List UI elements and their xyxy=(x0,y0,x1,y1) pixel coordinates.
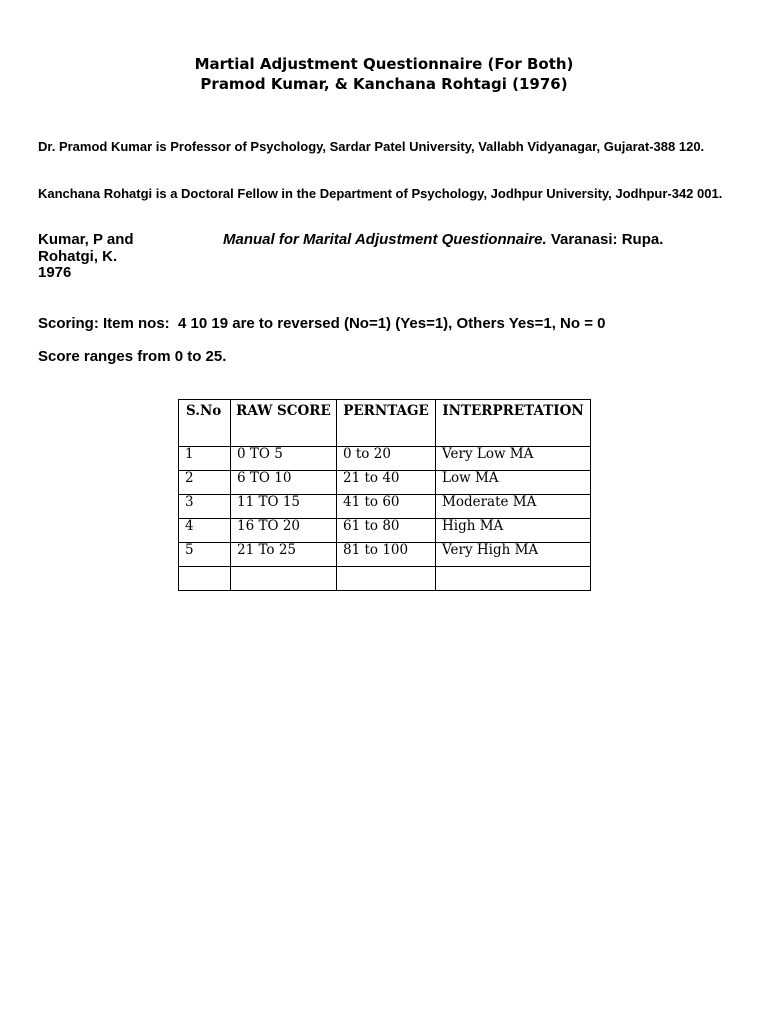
reference-publisher: Varanasi: Rupa. xyxy=(546,231,664,248)
score-range: Score ranges from 0 to 25. xyxy=(38,348,227,365)
cell-percentage: 61 to 80 xyxy=(337,519,436,543)
interpretation-table xyxy=(178,399,591,591)
reference-author-line1: Kumar, P and xyxy=(38,231,134,248)
cell-sno: 5 xyxy=(179,543,231,567)
table-row xyxy=(179,543,591,567)
cell-percentage: 41 to 60 xyxy=(337,495,436,519)
cell-sno: 2 xyxy=(179,471,231,495)
author1-info: Dr. Pramod Kumar is Professor of Psychology, Sardar Patel University, Vallabh Vidyanagar, Gujarat-388 120. xyxy=(38,139,705,154)
cell-percentage: 21 to 40 xyxy=(337,471,436,495)
reference-author-line2: Rohatgi, K. xyxy=(38,247,118,265)
cell-raw-score: 16 TO 20 xyxy=(231,519,337,543)
cell-percentage xyxy=(337,567,436,591)
reference-year: 1976 xyxy=(38,264,72,281)
scoring-rule: Scoring: Item nos: 4 10 19 are to reversed (No=1) (Yes=1), Others Yes=1, No = 0 xyxy=(38,315,606,332)
table-row xyxy=(179,495,591,519)
reference-citation xyxy=(223,232,663,249)
cell-sno: 1 xyxy=(179,447,231,471)
reference-authors xyxy=(38,232,198,282)
cell-raw-score xyxy=(231,567,337,591)
table-row-empty xyxy=(179,567,591,591)
cell-sno: 3 xyxy=(179,495,231,519)
header-percentage: PERNTAGE xyxy=(337,400,436,447)
cell-interpretation xyxy=(436,567,591,591)
header-raw-score: RAW SCORE xyxy=(231,400,337,447)
cell-interpretation: High MA xyxy=(436,519,591,543)
table-row xyxy=(179,519,591,543)
reference-title: Manual for Marital Adjustment Questionnaire. xyxy=(223,231,547,248)
cell-percentage: 0 to 20 xyxy=(337,447,436,471)
cell-sno: 4 xyxy=(179,519,231,543)
author2-info: Kanchana Rohatgi is a Doctoral Fellow in the Department of Psychology, Jodhpur University, Jodhpur-342 001. xyxy=(38,186,723,201)
document-subtitle: Pramod Kumar, & Kanchana Rohtagi (1976) xyxy=(200,75,568,93)
cell-raw-score: 0 TO 5 xyxy=(231,447,337,471)
header-sno: S.No xyxy=(179,400,231,447)
document-title: Martial Adjustment Questionnaire (For Both) xyxy=(194,55,574,73)
cell-interpretation: Very High MA xyxy=(436,543,591,567)
cell-interpretation: Moderate MA xyxy=(436,495,591,519)
cell-sno xyxy=(179,567,231,591)
cell-raw-score: 11 TO 15 xyxy=(231,495,337,519)
table-row xyxy=(179,447,591,471)
cell-interpretation: Very Low MA xyxy=(436,447,591,471)
table-row xyxy=(179,471,591,495)
cell-raw-score: 6 TO 10 xyxy=(231,471,337,495)
cell-raw-score: 21 To 25 xyxy=(231,543,337,567)
header-interpretation: INTERPRETATION xyxy=(436,400,591,447)
table-header-row xyxy=(179,400,591,447)
cell-interpretation: Low MA xyxy=(436,471,591,495)
cell-percentage: 81 to 100 xyxy=(337,543,436,567)
